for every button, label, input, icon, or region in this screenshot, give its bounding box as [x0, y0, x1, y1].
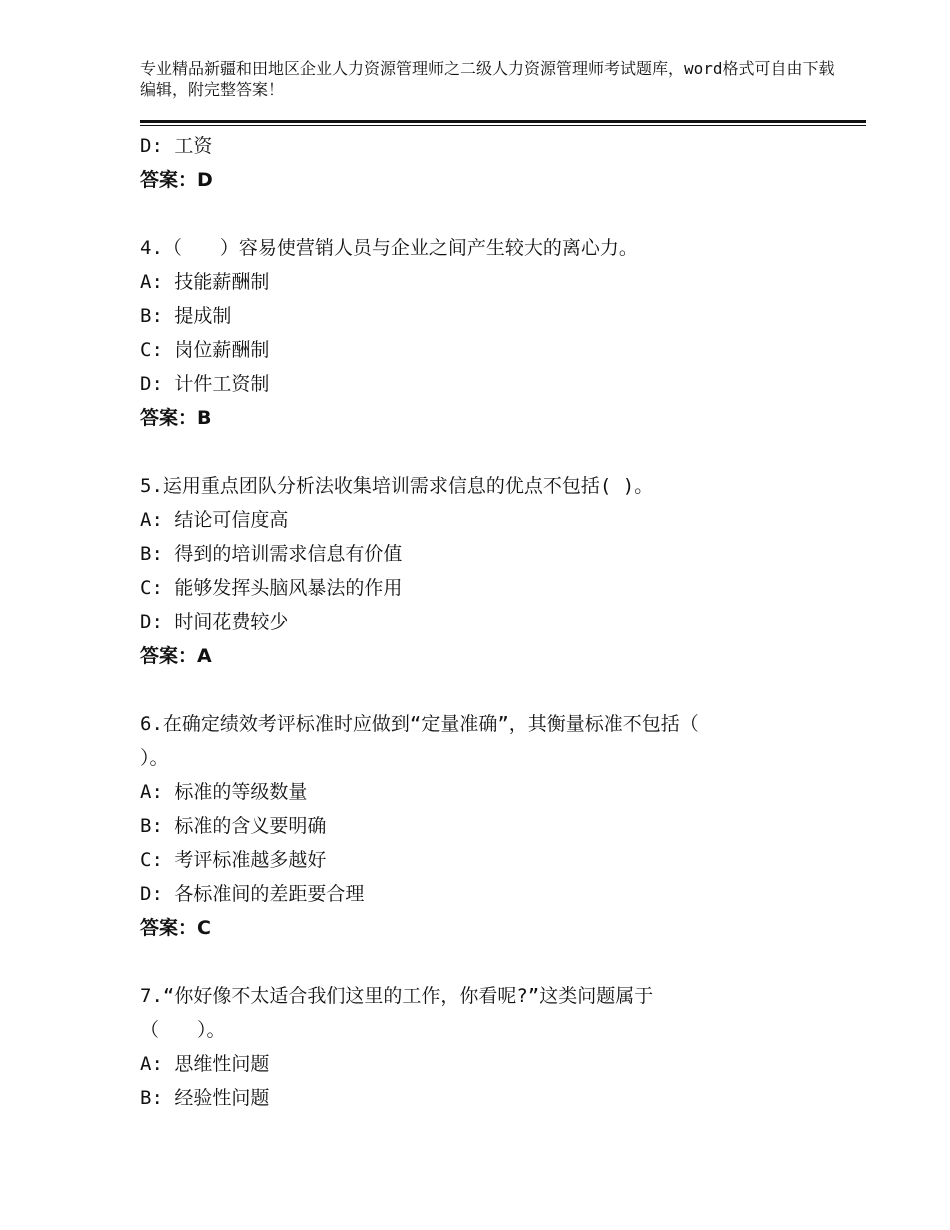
option-b: B: 得到的培训需求信息有价值 [140, 543, 403, 565]
spacer [140, 435, 840, 469]
option-a: A: 技能薪酬制 [140, 271, 270, 293]
answer-line: 答案：D [140, 169, 213, 191]
option-d: D: 各标准间的差距要合理 [140, 883, 365, 905]
header-rule-thick [140, 120, 866, 123]
question-5 [140, 469, 810, 503]
option-a: A: 标准的等级数量 [140, 781, 308, 803]
question-6 [140, 707, 810, 775]
question-text-continued: ）。 [140, 747, 169, 769]
option-a: A: 思维性问题 [140, 1053, 270, 1075]
question-text: 4.（ ）容易使营销人员与企业之间产生较大的离心力。 [140, 237, 638, 259]
answer-line: 答案：A [140, 645, 212, 667]
spacer [140, 945, 840, 979]
spacer [140, 673, 840, 707]
option-b: B: 提成制 [140, 305, 232, 327]
question-text: 7.“你好像不太适合我们这里的工作，你看呢?”这类问题属于 [140, 985, 654, 1007]
question-7 [140, 979, 810, 1047]
answer-line: 答案：C [140, 917, 211, 939]
option-b: B: 经验性问题 [140, 1087, 270, 1109]
page-header: 专业精品新疆和田地区企业人力资源管理师之二级人力资源管理师考试题库，word格式可自由下载编辑，附完整答案！ [140, 59, 835, 99]
option-a: A: 结论可信度高 [140, 509, 289, 531]
spacer [140, 197, 840, 231]
question-text-continued: （ ）。 [140, 1019, 226, 1041]
option-d: D: 计件工资制 [140, 373, 270, 395]
question-text: 5.运用重点团队分析法收集培训需求信息的优点不包括( )。 [140, 475, 654, 497]
option-d: D: 时间花费较少 [140, 611, 289, 633]
question-content [140, 129, 840, 1115]
option-c: C: 考评标准越多越好 [140, 849, 327, 871]
option-d: D: 工资 [140, 135, 213, 157]
option-c: C: 能够发挥头脑风暴法的作用 [140, 577, 403, 599]
question-4 [140, 231, 810, 265]
answer-line: 答案：B [140, 407, 212, 429]
header-rule-thin [140, 125, 866, 126]
question-text: 6.在确定绩效考评标准时应做到“定量准确”，其衡量标准不包括（ [140, 713, 699, 735]
option-b: B: 标准的含义要明确 [140, 815, 327, 837]
option-c: C: 岗位薪酬制 [140, 339, 270, 361]
